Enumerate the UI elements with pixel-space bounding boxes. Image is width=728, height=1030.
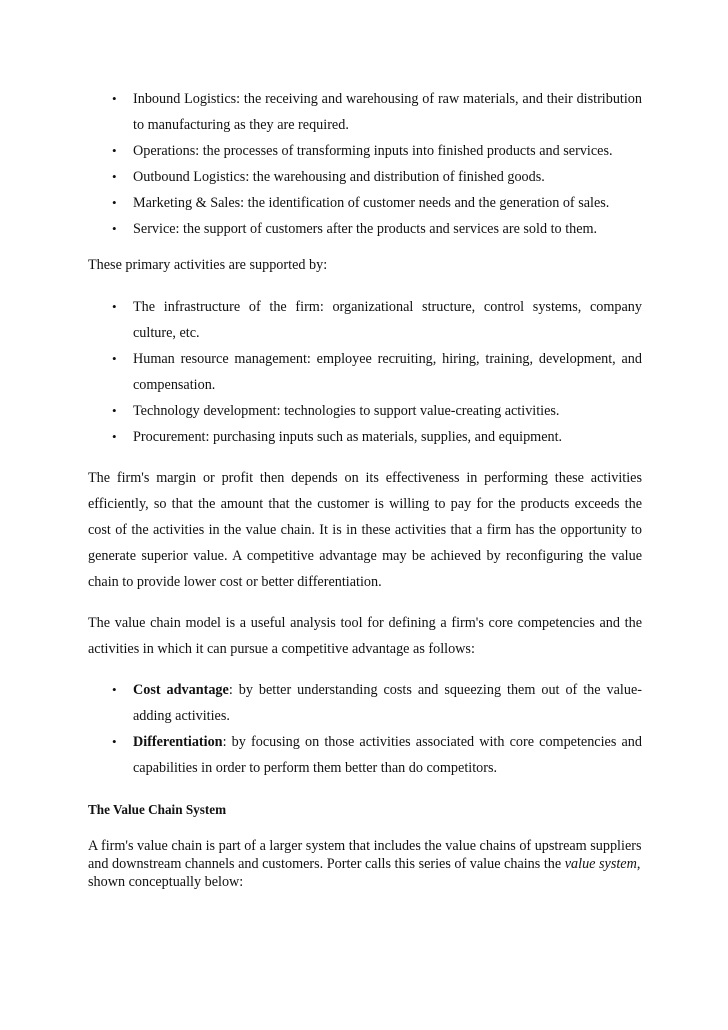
bullet-icon: • <box>112 403 117 418</box>
advantage-list <box>0 677 728 781</box>
bullet-icon: • <box>112 169 117 184</box>
list-item: • Human resource management: employee recruiting, hiring, training, development, and compensation. <box>0 346 728 398</box>
differentiation-term: Differentiation <box>133 734 223 750</box>
primary-activities-list <box>0 86 728 242</box>
cost-advantage-term: Cost advantage <box>133 682 229 698</box>
list-item: • Outbound Logistics: the warehousing and distribution of finished goods. <box>0 164 728 190</box>
support-intro: These primary activities are supported by: <box>88 257 328 273</box>
list-item: • Operations: the processes of transforming inputs into finished products and services. <box>0 138 728 164</box>
bullet-icon: • <box>112 429 117 444</box>
model-paragraph: The value chain model is a useful analysis tool for defining a firm's core competencies and the activities in which it can pursue a competitive advantage as follows: <box>88 615 642 657</box>
list-item: • Differentiation: by focusing on those activities associated with core competencies and capabilities in order to perform them better than do competitors. <box>0 729 728 781</box>
margin-paragraph: The firm's margin or profit then depends on its effectiveness in performing these activities efficiently, so that the amount that the customer is willing to pay for the products exceeds the cost of the activities in the value chain. It is in these activities that a firm has the opportunity to generate superior value. A competitive advantage may be achieved by reconfiguring the value chain to provide lower cost or better differentiation. <box>88 470 642 590</box>
list-item: • Cost advantage: by better understanding costs and squeezing them out of the value-adding activities. <box>0 677 728 729</box>
bullet-icon: • <box>112 351 117 366</box>
support-activities-list <box>0 294 728 450</box>
bullet-icon: • <box>112 734 117 749</box>
list-item: • Marketing & Sales: the identification of customer needs and the generation of sales. <box>0 190 728 216</box>
bullet-icon: • <box>112 195 117 210</box>
list-item: • The infrastructure of the firm: organizational structure, control systems, company culture, etc. <box>0 294 728 346</box>
bullet-icon: • <box>112 143 117 158</box>
list-item: • Inbound Logistics: the receiving and warehousing of raw materials, and their distribution to manufacturing as they are required. <box>0 86 728 138</box>
system-paragraph: A firm's value chain is part of a larger system that includes the value chains of upstream suppliers and downstream channels and customers. Porter calls this series of value chains the value system, shown conceptually below: <box>88 838 642 890</box>
bullet-icon: • <box>112 91 117 106</box>
list-item: • Procurement: purchasing inputs such as materials, supplies, and equipment. <box>0 424 728 450</box>
section-heading: The Value Chain System <box>88 802 227 817</box>
bullet-icon: • <box>112 299 117 314</box>
list-item: • Service: the support of customers after the products and services are sold to them. <box>0 216 728 242</box>
bullet-icon: • <box>112 221 117 236</box>
bullet-icon: • <box>112 682 117 697</box>
value-system-term: value system <box>564 856 637 872</box>
list-item: • Technology development: technologies to support value-creating activities. <box>0 398 728 424</box>
